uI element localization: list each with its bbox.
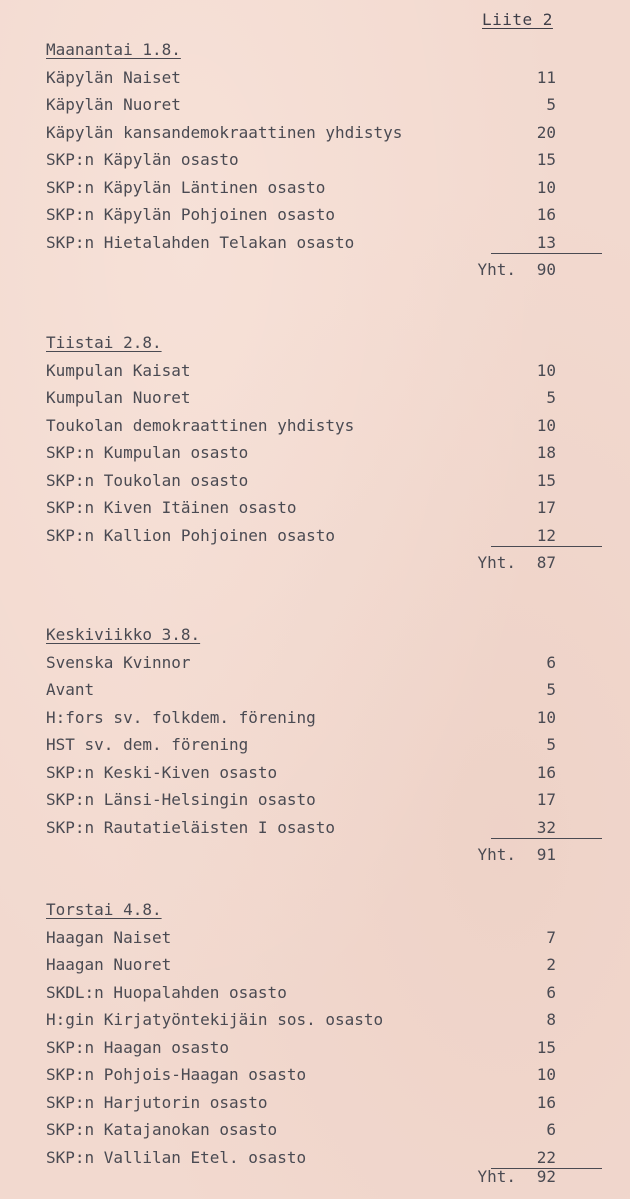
list-item bbox=[46, 439, 602, 467]
list-item bbox=[46, 704, 602, 732]
list-item bbox=[46, 814, 602, 842]
day-total bbox=[46, 1163, 602, 1191]
organization-name: Haagan Naiset bbox=[46, 927, 172, 947]
organization-name: SKP:n Länsi-Helsingin osasto bbox=[46, 790, 316, 809]
organization-name: Toukolan demokraattinen yhdistys bbox=[46, 415, 355, 435]
total-value: 92 bbox=[536, 1167, 556, 1186]
organization-name: SKP:n Kumpulan osasto bbox=[46, 443, 249, 462]
day-title: Torstai 4.8. bbox=[46, 900, 162, 919]
participant-count: 8 bbox=[546, 1010, 556, 1029]
total-label: Yht. bbox=[477, 553, 516, 572]
participant-count: 6 bbox=[546, 982, 556, 1002]
day-section-tuesday bbox=[46, 329, 602, 577]
participant-count: 16 bbox=[536, 1092, 556, 1112]
day-total bbox=[46, 549, 602, 577]
participant-count: 10 bbox=[536, 1065, 556, 1084]
day-section-monday bbox=[46, 36, 602, 284]
list-item bbox=[46, 64, 602, 92]
organization-name: Kumpulan Nuoret bbox=[46, 388, 191, 407]
organization-list bbox=[46, 924, 602, 1172]
organization-name: SKP:n Keski-Kiven osasto bbox=[46, 762, 278, 782]
list-item bbox=[46, 119, 602, 147]
organization-name: SKP:n Haagan osasto bbox=[46, 1037, 230, 1057]
participant-count: 5 bbox=[546, 95, 556, 114]
organization-name: Svenska Kvinnor bbox=[46, 652, 191, 672]
organization-name: H:gin Kirjatyöntekijäin sos. osasto bbox=[46, 1010, 384, 1029]
organization-list bbox=[46, 357, 602, 550]
day-total bbox=[46, 841, 602, 869]
list-item bbox=[46, 1061, 602, 1089]
total-value: 91 bbox=[536, 845, 556, 864]
participant-count: 10 bbox=[536, 415, 556, 435]
total-value: 87 bbox=[536, 553, 556, 572]
participant-count: 15 bbox=[536, 470, 556, 490]
participant-count: 15 bbox=[536, 1037, 556, 1057]
participant-count: 10 bbox=[536, 177, 556, 197]
day-title: Tiistai 2.8. bbox=[46, 333, 162, 352]
list-item bbox=[46, 759, 602, 787]
organization-name: HST sv. dem. förening bbox=[46, 735, 249, 754]
total-label: Yht. bbox=[477, 260, 516, 279]
organization-list bbox=[46, 649, 602, 842]
participant-count: 5 bbox=[546, 388, 556, 407]
participant-count: 2 bbox=[546, 955, 556, 974]
list-item bbox=[46, 146, 602, 174]
participant-count: 22 bbox=[537, 1144, 556, 1172]
organization-name: SKP:n Pohjois-Haagan osasto bbox=[46, 1065, 307, 1084]
participant-count: 20 bbox=[536, 122, 556, 142]
organization-name: SKP:n Käpylän osasto bbox=[46, 150, 239, 169]
list-item bbox=[46, 1089, 602, 1117]
organization-name: Avant bbox=[46, 680, 95, 699]
list-item bbox=[46, 174, 602, 202]
list-item bbox=[46, 979, 602, 1007]
organization-name: Kumpulan Kaisat bbox=[46, 360, 191, 380]
list-item bbox=[46, 649, 602, 677]
list-item bbox=[46, 786, 602, 814]
participant-count: 5 bbox=[546, 680, 556, 699]
day-section-thursday bbox=[46, 896, 602, 1191]
participant-count: 18 bbox=[536, 443, 556, 462]
list-item bbox=[46, 412, 602, 440]
day-title: Maanantai 1.8. bbox=[46, 40, 181, 59]
day-total bbox=[46, 256, 602, 284]
organization-name: SKP:n Kallion Pohjoinen osasto bbox=[46, 525, 335, 545]
organization-name: SKP:n Vallilan Etel. osasto bbox=[46, 1147, 307, 1167]
organization-name: SKP:n Käpylän Pohjoinen osasto bbox=[46, 205, 335, 224]
organization-name: SKP:n Kiven Itäinen osasto bbox=[46, 498, 297, 517]
day-title: Keskiviikko 3.8. bbox=[46, 625, 201, 644]
participant-count: 5 bbox=[546, 735, 556, 754]
organization-list bbox=[46, 64, 602, 257]
organization-name: Käpylän Nuoret bbox=[46, 95, 181, 114]
participant-count: 16 bbox=[536, 205, 556, 224]
organization-name: SKP:n Rautatieläisten I osasto bbox=[46, 817, 335, 837]
organization-name: SKP:n Toukolan osasto bbox=[46, 470, 249, 490]
organization-name: SKP:n Harjutorin osasto bbox=[46, 1092, 268, 1112]
organization-name: SKDL:n Huopalahden osasto bbox=[46, 982, 287, 1002]
list-item bbox=[46, 229, 602, 257]
participant-count: 6 bbox=[546, 652, 556, 672]
participant-count: 13 bbox=[537, 229, 556, 257]
organization-name: SKP:n Katajanokan osasto bbox=[46, 1120, 278, 1139]
participant-count: 11 bbox=[536, 67, 556, 87]
participant-count: 15 bbox=[536, 150, 556, 169]
participant-count: 6 bbox=[546, 1120, 556, 1139]
participant-count: 32 bbox=[537, 814, 556, 842]
participant-count: 17 bbox=[536, 790, 556, 809]
organization-name: Käpylän Naiset bbox=[46, 67, 181, 87]
list-item bbox=[46, 731, 602, 759]
organization-name: H:fors sv. folkdem. förening bbox=[46, 707, 316, 727]
list-item bbox=[46, 467, 602, 495]
list-item bbox=[46, 91, 602, 119]
participant-count: 10 bbox=[536, 707, 556, 727]
total-label: Yht. bbox=[477, 845, 516, 864]
list-item bbox=[46, 494, 602, 522]
total-value: 90 bbox=[536, 260, 556, 279]
list-item bbox=[46, 522, 602, 550]
organization-name: SKP:n Hietalahden Telakan osasto bbox=[46, 232, 355, 252]
list-item bbox=[46, 924, 602, 952]
list-item bbox=[46, 951, 602, 979]
list-item bbox=[46, 676, 602, 704]
organization-name: Käpylän kansandemokraattinen yhdistys bbox=[46, 122, 403, 142]
list-item bbox=[46, 357, 602, 385]
participant-count: 12 bbox=[537, 522, 556, 550]
participant-count: 17 bbox=[536, 498, 556, 517]
participant-count: 16 bbox=[536, 762, 556, 782]
appendix-label: Liite 2 bbox=[482, 10, 553, 29]
organization-name: Haagan Nuoret bbox=[46, 955, 172, 974]
day-section-wednesday bbox=[46, 621, 602, 869]
organization-name: SKP:n Käpylän Läntinen osasto bbox=[46, 177, 326, 197]
total-label: Yht. bbox=[477, 1167, 516, 1186]
list-item bbox=[46, 1006, 602, 1034]
participant-count: 10 bbox=[536, 360, 556, 380]
list-item bbox=[46, 1034, 602, 1062]
participant-count: 7 bbox=[546, 927, 556, 947]
list-item bbox=[46, 1116, 602, 1144]
list-item bbox=[46, 201, 602, 229]
list-item bbox=[46, 384, 602, 412]
